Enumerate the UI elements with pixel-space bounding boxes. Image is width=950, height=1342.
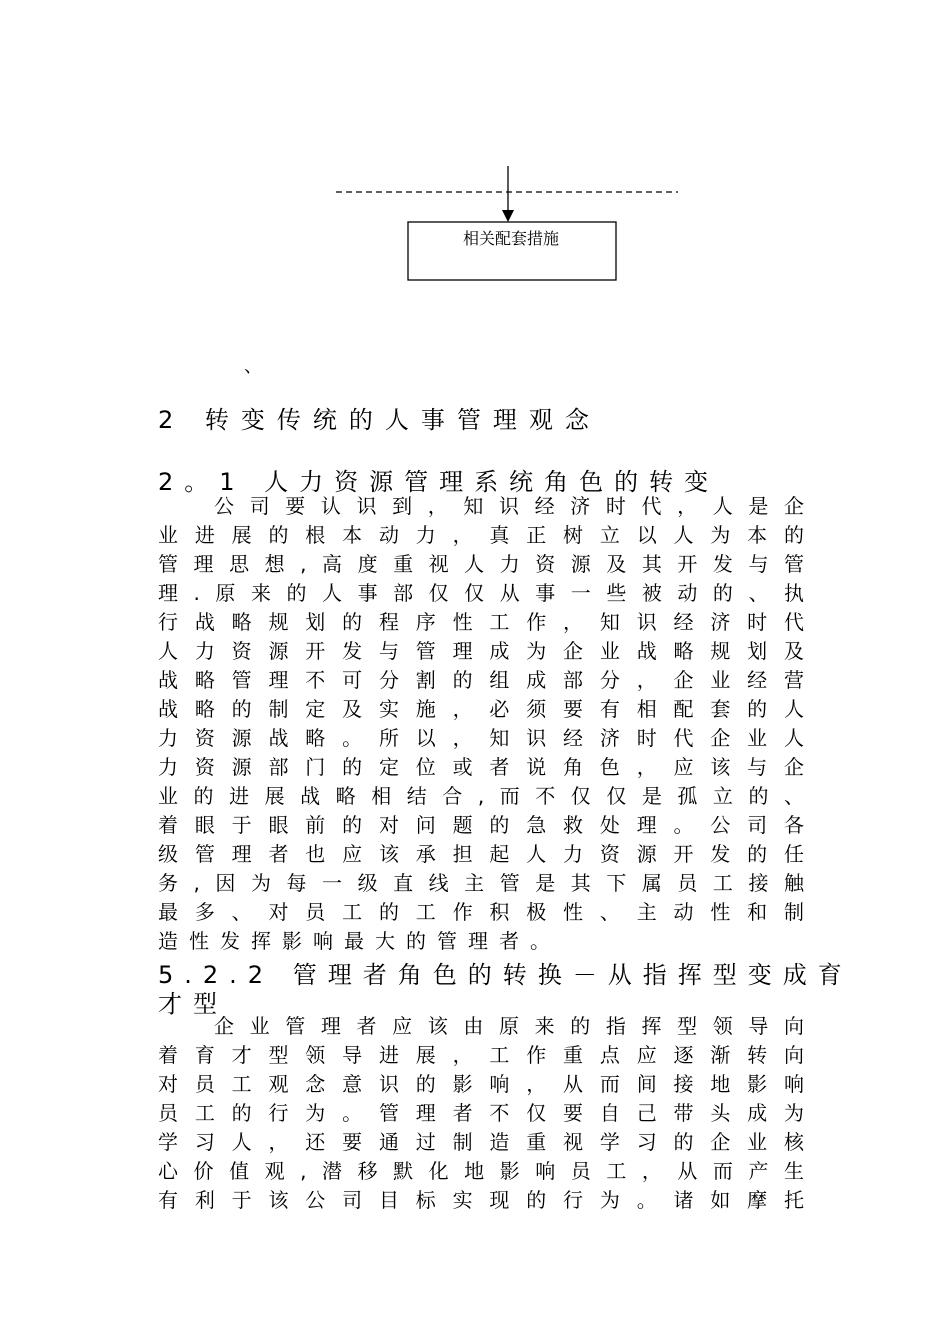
body-line: 学习人，还要通过制造重视学习的企业核 xyxy=(158,1130,804,1154)
body-line: 管理思想,高度重视人力资源及其开发与管 xyxy=(158,552,804,576)
body-line: 战略管理不可分割的组成部分，企业经营 xyxy=(158,668,804,692)
subsection-heading-1: 2。1 人力资源管理系统角色的转变 xyxy=(158,468,720,496)
body-line: 有利于该公司目标实现的行为。诸如摩托 xyxy=(158,1188,804,1212)
body-line: 着眼于眼前的对问题的急救处理。公司各 xyxy=(158,813,804,837)
body-line: 级管理者也应该承担起人力资源开发的任 xyxy=(158,842,804,866)
body-line: 着育才型领导进展，工作重点应逐渐转向 xyxy=(158,1043,804,1067)
body-line: 行战略规划的程序性工作，知识经济时代 xyxy=(158,610,804,634)
body-line: 力资源战略。所以，知识经济时代企业人 xyxy=(158,726,804,750)
arrow-head xyxy=(502,210,514,222)
body-line: 理.原来的人事部仅仅从事一些被动的、执 xyxy=(158,581,804,605)
body-line: 对员工观念意识的影响，从而间接地影响 xyxy=(158,1072,804,1096)
subsection-1-body xyxy=(158,492,804,956)
body-line: 业进展的根本动力，真正树立以人为本的 xyxy=(158,523,804,547)
body-line: 企业管理者应该由原来的指挥型领导向 xyxy=(214,1014,804,1038)
subsection-2-body xyxy=(158,1012,804,1215)
subsection-heading-2-line1: 5.2.2 管理者角色的转换－从指挥型变成育 xyxy=(158,961,853,989)
body-line: 战略的制定及实施，必须要有相配套的人 xyxy=(158,697,804,721)
subsection-heading-2-line2: 才型 xyxy=(158,990,228,1018)
body-line: 力资源部门的定位或者说角色，应该与企 xyxy=(158,755,804,779)
body-line: 最多、对员工的工作积极性、主动性和制 xyxy=(158,900,804,924)
body-line: 员工的行为。管理者不仅要自己带头成为 xyxy=(158,1101,804,1125)
body-line: 公司要认识到，知识经济时代，人是企 xyxy=(214,494,804,518)
body-line: 务,因为每一级直线主管是其下属员工接触 xyxy=(158,871,804,895)
body-line: 心价值观,潜移默化地影响员工，从而产生 xyxy=(158,1159,804,1183)
body-line: 人力资源开发与管理成为企业战略规划及 xyxy=(158,639,804,663)
section-heading: 2 转变传统的人事管理观念 xyxy=(158,406,601,434)
measures-box-label: 相关配套措施 xyxy=(462,229,559,248)
flowchart-fragment xyxy=(0,0,950,300)
body-line: 造性发挥影响最大的管理者。 xyxy=(158,929,561,953)
stray-punctuation: 、 xyxy=(244,356,262,377)
body-line: 业的进展战略相结合,而不仅仅是孤立的、 xyxy=(158,784,804,808)
